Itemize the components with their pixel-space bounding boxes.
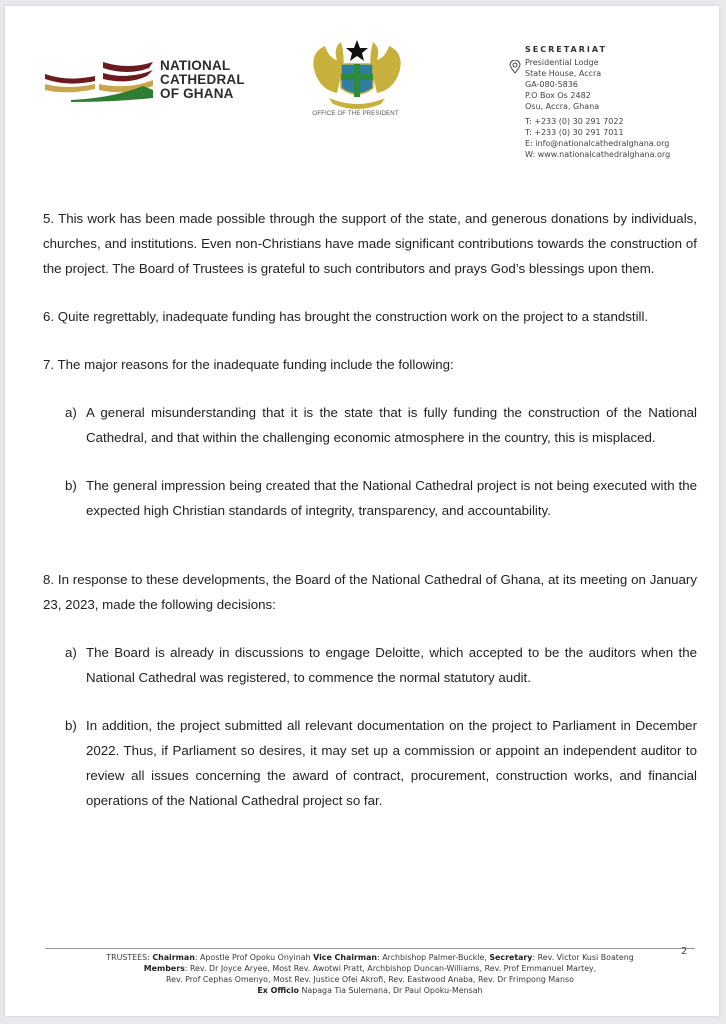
footer-line-3: Rev. Prof Cephas Omenyo, Most Rev. Justice Ofei Akrofi, Rev. Eastwood Anaba, Rev. Dr Frimpong Manso xyxy=(166,975,574,984)
location-pin-icon xyxy=(509,60,521,74)
list-label: a) xyxy=(65,405,77,420)
website: W: www.nationalcathedralghana.org xyxy=(525,150,671,159)
list-text: A general misunderstanding that it is the state that is fully funding the construction of the National Cathedral, and that within the challenging economic atmosphere in the country, this is misplaced. xyxy=(86,405,697,445)
email: E: info@nationalcathedralghana.org xyxy=(525,139,670,148)
list-label: b) xyxy=(65,718,77,733)
letterhead xyxy=(5,6,719,176)
list-text: The Board is already in discussions to engage Deloitte, which accepted to be the auditors when the National Cathedral was registered, to commence the normal statutory audit. xyxy=(86,645,697,685)
secretariat-contacts xyxy=(525,116,670,160)
list-text: In addition, the project submitted all relevant documentation on the project to Parliament in December 2022. Thus, if Parliament so desires, it may set up a commission or appoint an independent auditor to review all issues concerning the award of contract, procurement, construction works, and financial operations of the National Cathedral project so far. xyxy=(86,718,697,808)
national-cathedral-logo-icon xyxy=(43,56,158,106)
footer-line-2: Members: Rev. Dr Joyce Aryee, Most Rev. Awotwi Pratt, Archbishop Duncan-Williams, Rev. Prof Emmanuel Martey, xyxy=(143,964,597,973)
footer-line-1: TRUSTEES: Chairman: Apostle Prof Opoku Onyinah Vice Chairman: Archbishop Palmer-Buckle, Secretary: Rev. Victor Kusi Boateng xyxy=(106,953,634,962)
list-item xyxy=(43,400,697,450)
list-label: b) xyxy=(65,478,77,493)
paragraph-8: 8. In response to these developments, the Board of the National Cathedral of Ghana, at its meeting on January 23, 2023, made the following decisions: xyxy=(43,572,697,612)
paragraph-5: 5. This work has been made possible through the support of the state, and generous donations by individuals, churches, and institutions. Even non-Christians have made significant contributions towards the construction of the project. The Board of Trustees is grateful to such contributors and prays God’s blessings upon them. xyxy=(43,211,697,276)
ghana-coat-of-arms-icon xyxy=(307,38,407,113)
list-text: The general impression being created that the National Cathedral project is not being executed with the expected high Christian standards of integrity, transparency, and accountability. xyxy=(86,478,697,518)
list-item xyxy=(43,640,697,690)
list-label: a) xyxy=(65,645,77,660)
paragraph-6: 6. Quite regrettably, inadequate funding has brought the construction work on the project to a standstill. xyxy=(43,309,649,324)
phone-2: T: +233 (0) 30 291 7011 xyxy=(525,128,624,137)
page-number: 2 xyxy=(681,946,688,957)
secretariat-title: SECRETARIAT xyxy=(525,45,607,54)
trustees-footer xyxy=(45,948,695,996)
footer-line-4: Ex Officio Napaga Tia Sulemana, Dr Paul Opoku-Mensah xyxy=(257,986,483,995)
list-item xyxy=(43,713,697,813)
organization-name: NATIONAL CATHEDRAL OF GHANA xyxy=(160,58,245,101)
secretariat-block xyxy=(525,44,670,160)
document-page xyxy=(5,6,719,1016)
secretariat-address: Presidential Lodge State House, Accra GA-080-5836 P.O Box Os 2482 Osu, Accra, Ghana xyxy=(525,58,602,111)
phone-1: T: +233 (0) 30 291 7022 xyxy=(525,117,624,126)
paragraph-7: 7. The major reasons for the inadequate funding include the following: xyxy=(43,357,454,372)
document-body xyxy=(43,206,697,813)
crest-caption: OFFICE OF THE PRESIDENT xyxy=(312,110,399,117)
list-item xyxy=(43,473,697,523)
